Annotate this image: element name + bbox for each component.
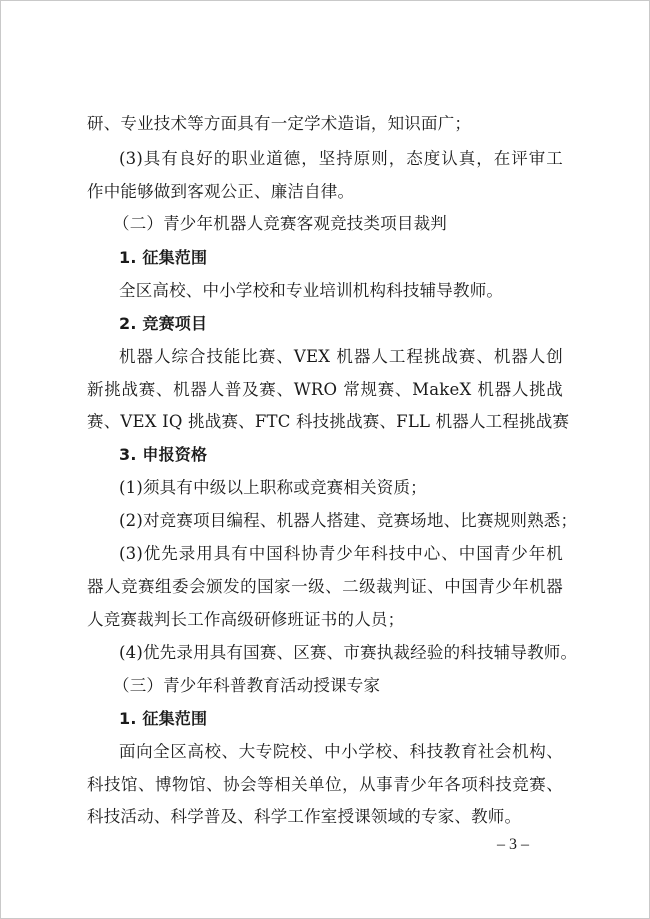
subheading-qualifications: 3. 申报资格 — [119, 445, 208, 464]
qualification-3-line-1: (3)优先录用具有中国科协青少年科技中心、中国青少年机 — [119, 544, 563, 563]
subheading-scope: 1. 征集范围 — [119, 248, 208, 267]
subheading-competition-items: 2. 竞赛项目 — [119, 314, 208, 333]
section-heading-3: （三）青少年科普教育活动授课专家 — [113, 676, 381, 695]
scope-2-line-1: 面向全区高校、大专院校、中小学校、科技教育社会机构、 — [119, 742, 563, 761]
criterion-3-line-1: (3)具有良好的职业道德，坚持原则，态度认真，在评审工 — [119, 149, 563, 168]
competition-items-line-3: 赛、VEX IQ 挑战赛、FTC 科技挑战赛、FLL 机器人工程挑战赛 — [87, 412, 570, 431]
qualification-2: (2)对竞赛项目编程、机器人搭建、竞赛场地、比赛规则熟悉； — [119, 511, 578, 530]
qualification-4: (4)优先录用具有国赛、区赛、市赛执裁经验的科技辅导教师。 — [119, 643, 578, 662]
page-number: – 3 – — [497, 836, 529, 853]
qualification-3-line-2: 器人竞赛组委会颁发的国家一级、二级裁判证、中国青少年机器 — [87, 577, 563, 596]
scope-2-line-2: 科技馆、博物馆、协会等相关单位，从事青少年各项科技竞赛、 — [87, 775, 563, 794]
qualification-3-line-3: 人竞赛裁判长工作高级研修班证书的人员； — [87, 610, 405, 629]
scope-text: 全区高校、中小学校和专业培训机构科技辅导教师。 — [119, 281, 504, 300]
subheading-scope-2: 1. 征集范围 — [119, 709, 208, 728]
criterion-3-line-2: 作中能够做到客观公正、廉洁自律。 — [87, 182, 355, 201]
qualification-1: (1)须具有中级以上职称或竞赛相关资质； — [119, 478, 427, 497]
section-heading-2: （二）青少年机器人竞赛客观竞技类项目裁判 — [113, 214, 447, 233]
competition-items-line-2: 新挑战赛、机器人普及赛、WRO 常规赛、MakeX 机器人挑战 — [87, 380, 563, 399]
competition-items-line-1: 机器人综合技能比赛、VEX 机器人工程挑战赛、机器人创 — [119, 347, 563, 366]
paragraph-line-1: 研、专业技术等方面具有一定学术造诣，知识面广； — [87, 114, 472, 133]
scope-2-line-3: 科技活动、科学普及、科学工作室授课领域的专家、教师。 — [87, 807, 522, 826]
